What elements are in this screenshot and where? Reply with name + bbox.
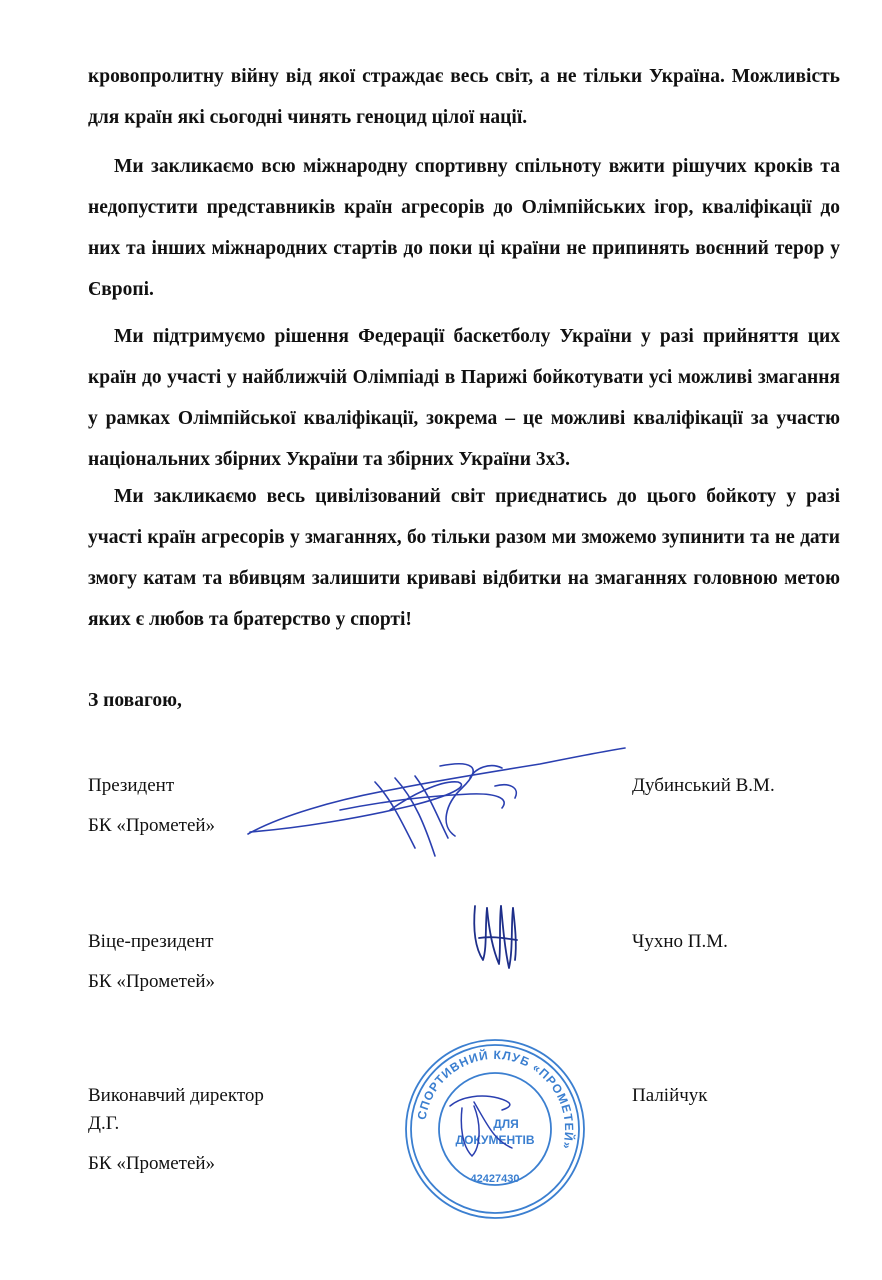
- signatory-title: Виконавчий директор: [88, 1085, 264, 1106]
- signatory-name: Палійчук: [632, 1085, 708, 1106]
- signatory-title: Президент: [88, 775, 175, 796]
- signatory-name: Чухно П.М.: [632, 931, 728, 952]
- closing-salutation: З повагою,: [88, 690, 182, 711]
- stamp-center-line1: ДЛЯ: [493, 1117, 519, 1131]
- signature-president: [240, 738, 630, 868]
- paragraph-2: Ми закликаємо всю міжнародну спортивну спільноту вжити рішучих кроків та недопустити представників країн агресорів до Олімпійських ігор, кваліфікації до них та інших міжнародних стартів до поки ці країни не припинять воєнний терор у Європі.: [88, 156, 840, 300]
- stamp-code: 42427430: [470, 1173, 520, 1185]
- signature-vice-president: [465, 898, 525, 978]
- stamp-outer-text: СПОРТИВНИЙ КЛУБ «ПРОМЕТЕЙ»: [414, 1047, 577, 1152]
- signatory-org: БК «Прометей»: [88, 971, 216, 992]
- signatory-org: БК «Прометей»: [88, 1153, 216, 1174]
- signatory-title-line2: Д.Г.: [88, 1113, 120, 1134]
- signatory-org: БК «Прометей»: [88, 815, 216, 836]
- signatory-title: Віце-президент: [88, 931, 214, 952]
- paragraph-1: кровопролитну війну від якої страждає весь світ, а не тільки Україна. Можливість для країн які сьогодні чинять геноцид цілої нації.: [88, 66, 840, 128]
- paragraph-4: Ми закликаємо весь цивілізований світ приєднатись до цього бойкоту у разі участі країн агресорів у змаганнях, бо тільки разом ми зможемо зупинити та не дати змогу катам та вбивцям залишити криваві відбитки на змаганнях головною метою яких є любов та братерство у спорті!: [88, 486, 840, 630]
- signatory-name: Дубинський В.М.: [632, 775, 775, 796]
- paragraph-3: Ми підтримуємо рішення Федерації баскетболу України у разі прийняття цих країн до участі у найближчій Олімпіаді в Парижі бойкотувати усі можливі змагання у рамках Олімпійської кваліфікації, зокрема – це можливі кваліфікації за участю національних збірних України та збірних України 3х3.: [88, 326, 840, 470]
- stamp-center-line2: ДОКУМЕНТІВ: [455, 1133, 535, 1147]
- organization-stamp: [402, 1036, 588, 1222]
